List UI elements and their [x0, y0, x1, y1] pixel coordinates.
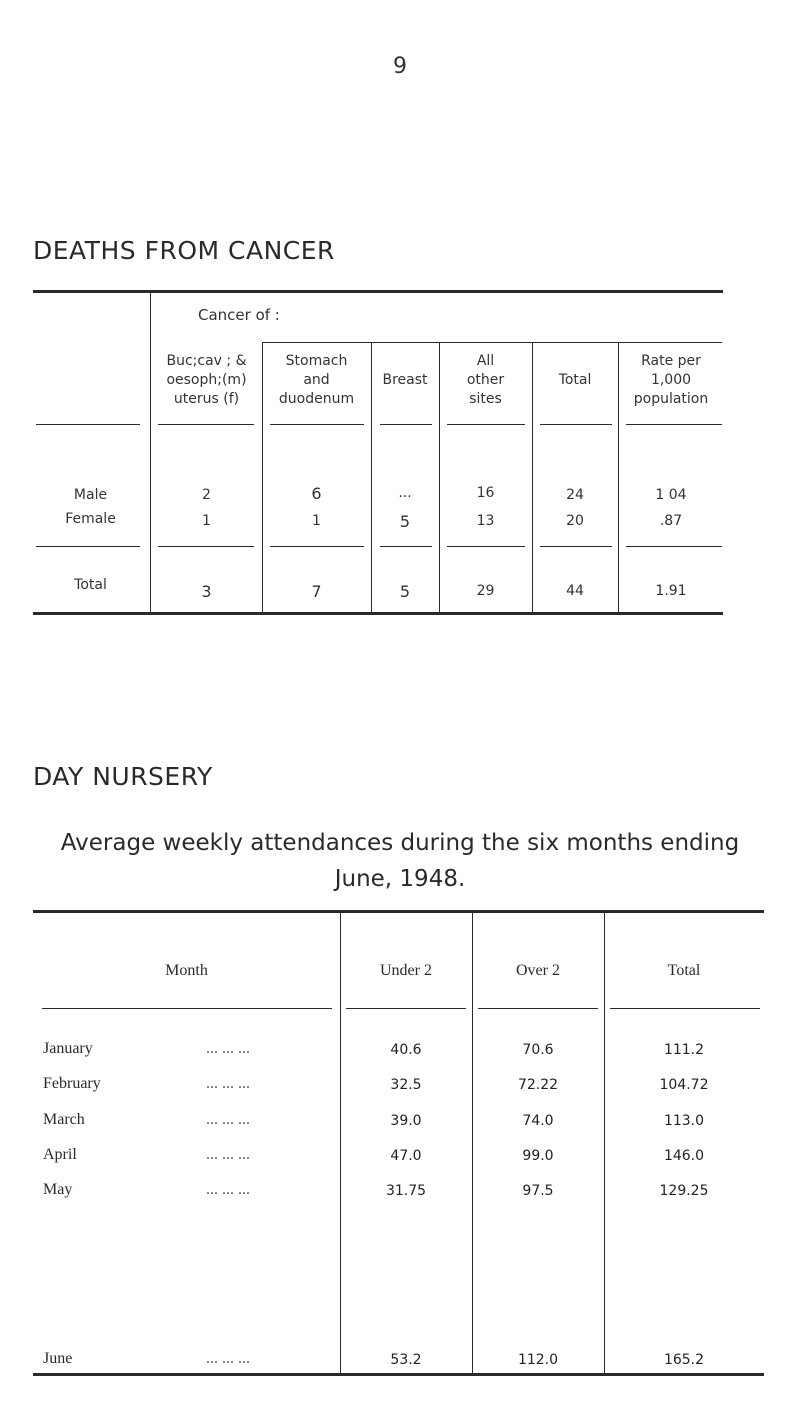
cancer-col-header-stomach: Stomach and duodenum	[278, 353, 355, 407]
month-label: March	[43, 1111, 85, 1128]
cancer-col-header-buccal: Buc;cav ; & oesoph;(m) uterus (f)	[166, 353, 247, 407]
cancer-cell: ...	[398, 485, 412, 501]
nursery-header-rule	[346, 1008, 466, 1009]
cancer-cell: 29	[476, 583, 495, 599]
cancer-cell: 7	[311, 582, 322, 601]
under2-value: 39.0	[390, 1113, 422, 1129]
cancer-total-rule	[380, 546, 432, 547]
cancer-cell: 6	[311, 484, 322, 503]
cancer-total-rule	[36, 546, 140, 547]
leader-dots: ... ... ...	[206, 1040, 250, 1057]
cancer-stub-divider	[150, 290, 151, 612]
total-value: 104.72	[659, 1077, 709, 1093]
over2-value: 97.5	[522, 1183, 554, 1199]
cancer-cell: 1.91	[655, 583, 687, 599]
cancer-col-header-other: All other sites	[466, 353, 505, 407]
cancer-table-title: DEATHS FROM CANCER	[33, 236, 335, 265]
cancer-row-label: Total	[74, 577, 107, 593]
cancer-header-rule	[158, 424, 254, 425]
nursery-header-rule	[42, 1008, 332, 1009]
total-value: 129.25	[659, 1183, 709, 1199]
cancer-cell: .87	[659, 513, 683, 529]
cancer-header-rule	[36, 424, 140, 425]
cancer-cell: 3	[201, 582, 212, 601]
nursery-col-header-total: Total	[667, 962, 701, 979]
cancer-cell: 44	[566, 583, 584, 599]
nursery-bottom-rule	[33, 1373, 764, 1376]
over2-value: 99.0	[522, 1148, 554, 1164]
nursery-title: DAY NURSERY	[33, 762, 213, 791]
under2-value: 31.75	[385, 1183, 427, 1199]
cancer-cell: 1 04	[655, 487, 687, 503]
nursery-header-rule	[478, 1008, 598, 1009]
over2-value: 72.22	[517, 1077, 559, 1093]
under2-value: 40.6	[390, 1042, 422, 1058]
cancer-total-rule	[158, 546, 254, 547]
nursery-col-header-under2: Under 2	[380, 962, 432, 979]
cancer-cell: 2	[202, 487, 211, 503]
cancer-header-rule	[540, 424, 612, 425]
cancer-cell: 1	[202, 513, 211, 529]
leader-dots: ... ... ...	[206, 1111, 250, 1128]
nursery-subtitle-line1: Average weekly attendances during the six months ending	[60, 830, 740, 856]
total-value: 113.0	[663, 1113, 705, 1129]
cancer-total-rule	[270, 546, 364, 547]
total-value: 111.2	[663, 1042, 705, 1058]
month-label: April	[43, 1146, 77, 1163]
cancer-col-header-rate: Rate per 1,000 population	[633, 353, 709, 407]
cancer-top-rule	[33, 290, 723, 293]
nursery-top-rule	[33, 910, 764, 913]
leader-dots: ... ... ...	[206, 1181, 250, 1198]
cancer-total-rule	[540, 546, 612, 547]
cancer-header-rule	[626, 424, 722, 425]
cancer-cell: 16	[476, 485, 495, 501]
month-label: February	[43, 1075, 101, 1092]
leader-dots: ... ... ...	[206, 1350, 250, 1367]
over2-value: 112.0	[517, 1352, 559, 1368]
nursery-col-header-over2: Over 2	[516, 962, 560, 979]
cancer-total-rule	[447, 546, 525, 547]
cancer-row-label: Male	[73, 487, 108, 503]
month-label: June	[43, 1350, 73, 1367]
under2-value: 47.0	[390, 1148, 422, 1164]
cancer-cell: 1	[312, 513, 321, 529]
cancer-group-header: Cancer of :	[198, 306, 280, 324]
cancer-cell: 20	[566, 513, 584, 529]
month-label: May	[43, 1181, 73, 1198]
nursery-header-rule	[610, 1008, 760, 1009]
cancer-header-rule	[447, 424, 525, 425]
under2-value: 32.5	[390, 1077, 422, 1093]
cancer-bottom-rule	[33, 612, 723, 615]
nursery-col-header-month: Month	[165, 962, 208, 979]
cancer-row-label: Female	[65, 511, 116, 527]
page-number: 9	[393, 54, 407, 79]
cancer-cell: 24	[566, 487, 584, 503]
total-value: 165.2	[663, 1352, 705, 1368]
leader-dots: ... ... ...	[206, 1146, 250, 1163]
month-label: January	[43, 1040, 93, 1057]
over2-value: 74.0	[522, 1113, 554, 1129]
cancer-total-rule	[626, 546, 722, 547]
leader-dots: ... ... ...	[206, 1075, 250, 1092]
over2-value: 70.6	[522, 1042, 554, 1058]
cancer-col-header-total: Total	[558, 372, 592, 388]
under2-value: 53.2	[390, 1352, 422, 1368]
cancer-cell: 5	[399, 582, 411, 601]
nursery-subtitle-line2: June, 1948.	[334, 866, 466, 892]
cancer-cell: 13	[476, 513, 495, 529]
total-value: 146.0	[663, 1148, 705, 1164]
cancer-header-rule	[270, 424, 364, 425]
cancer-cell: 5	[399, 512, 411, 531]
cancer-group-rule	[262, 342, 722, 343]
cancer-col-header-breast: Breast	[382, 372, 428, 388]
cancer-header-rule	[380, 424, 432, 425]
